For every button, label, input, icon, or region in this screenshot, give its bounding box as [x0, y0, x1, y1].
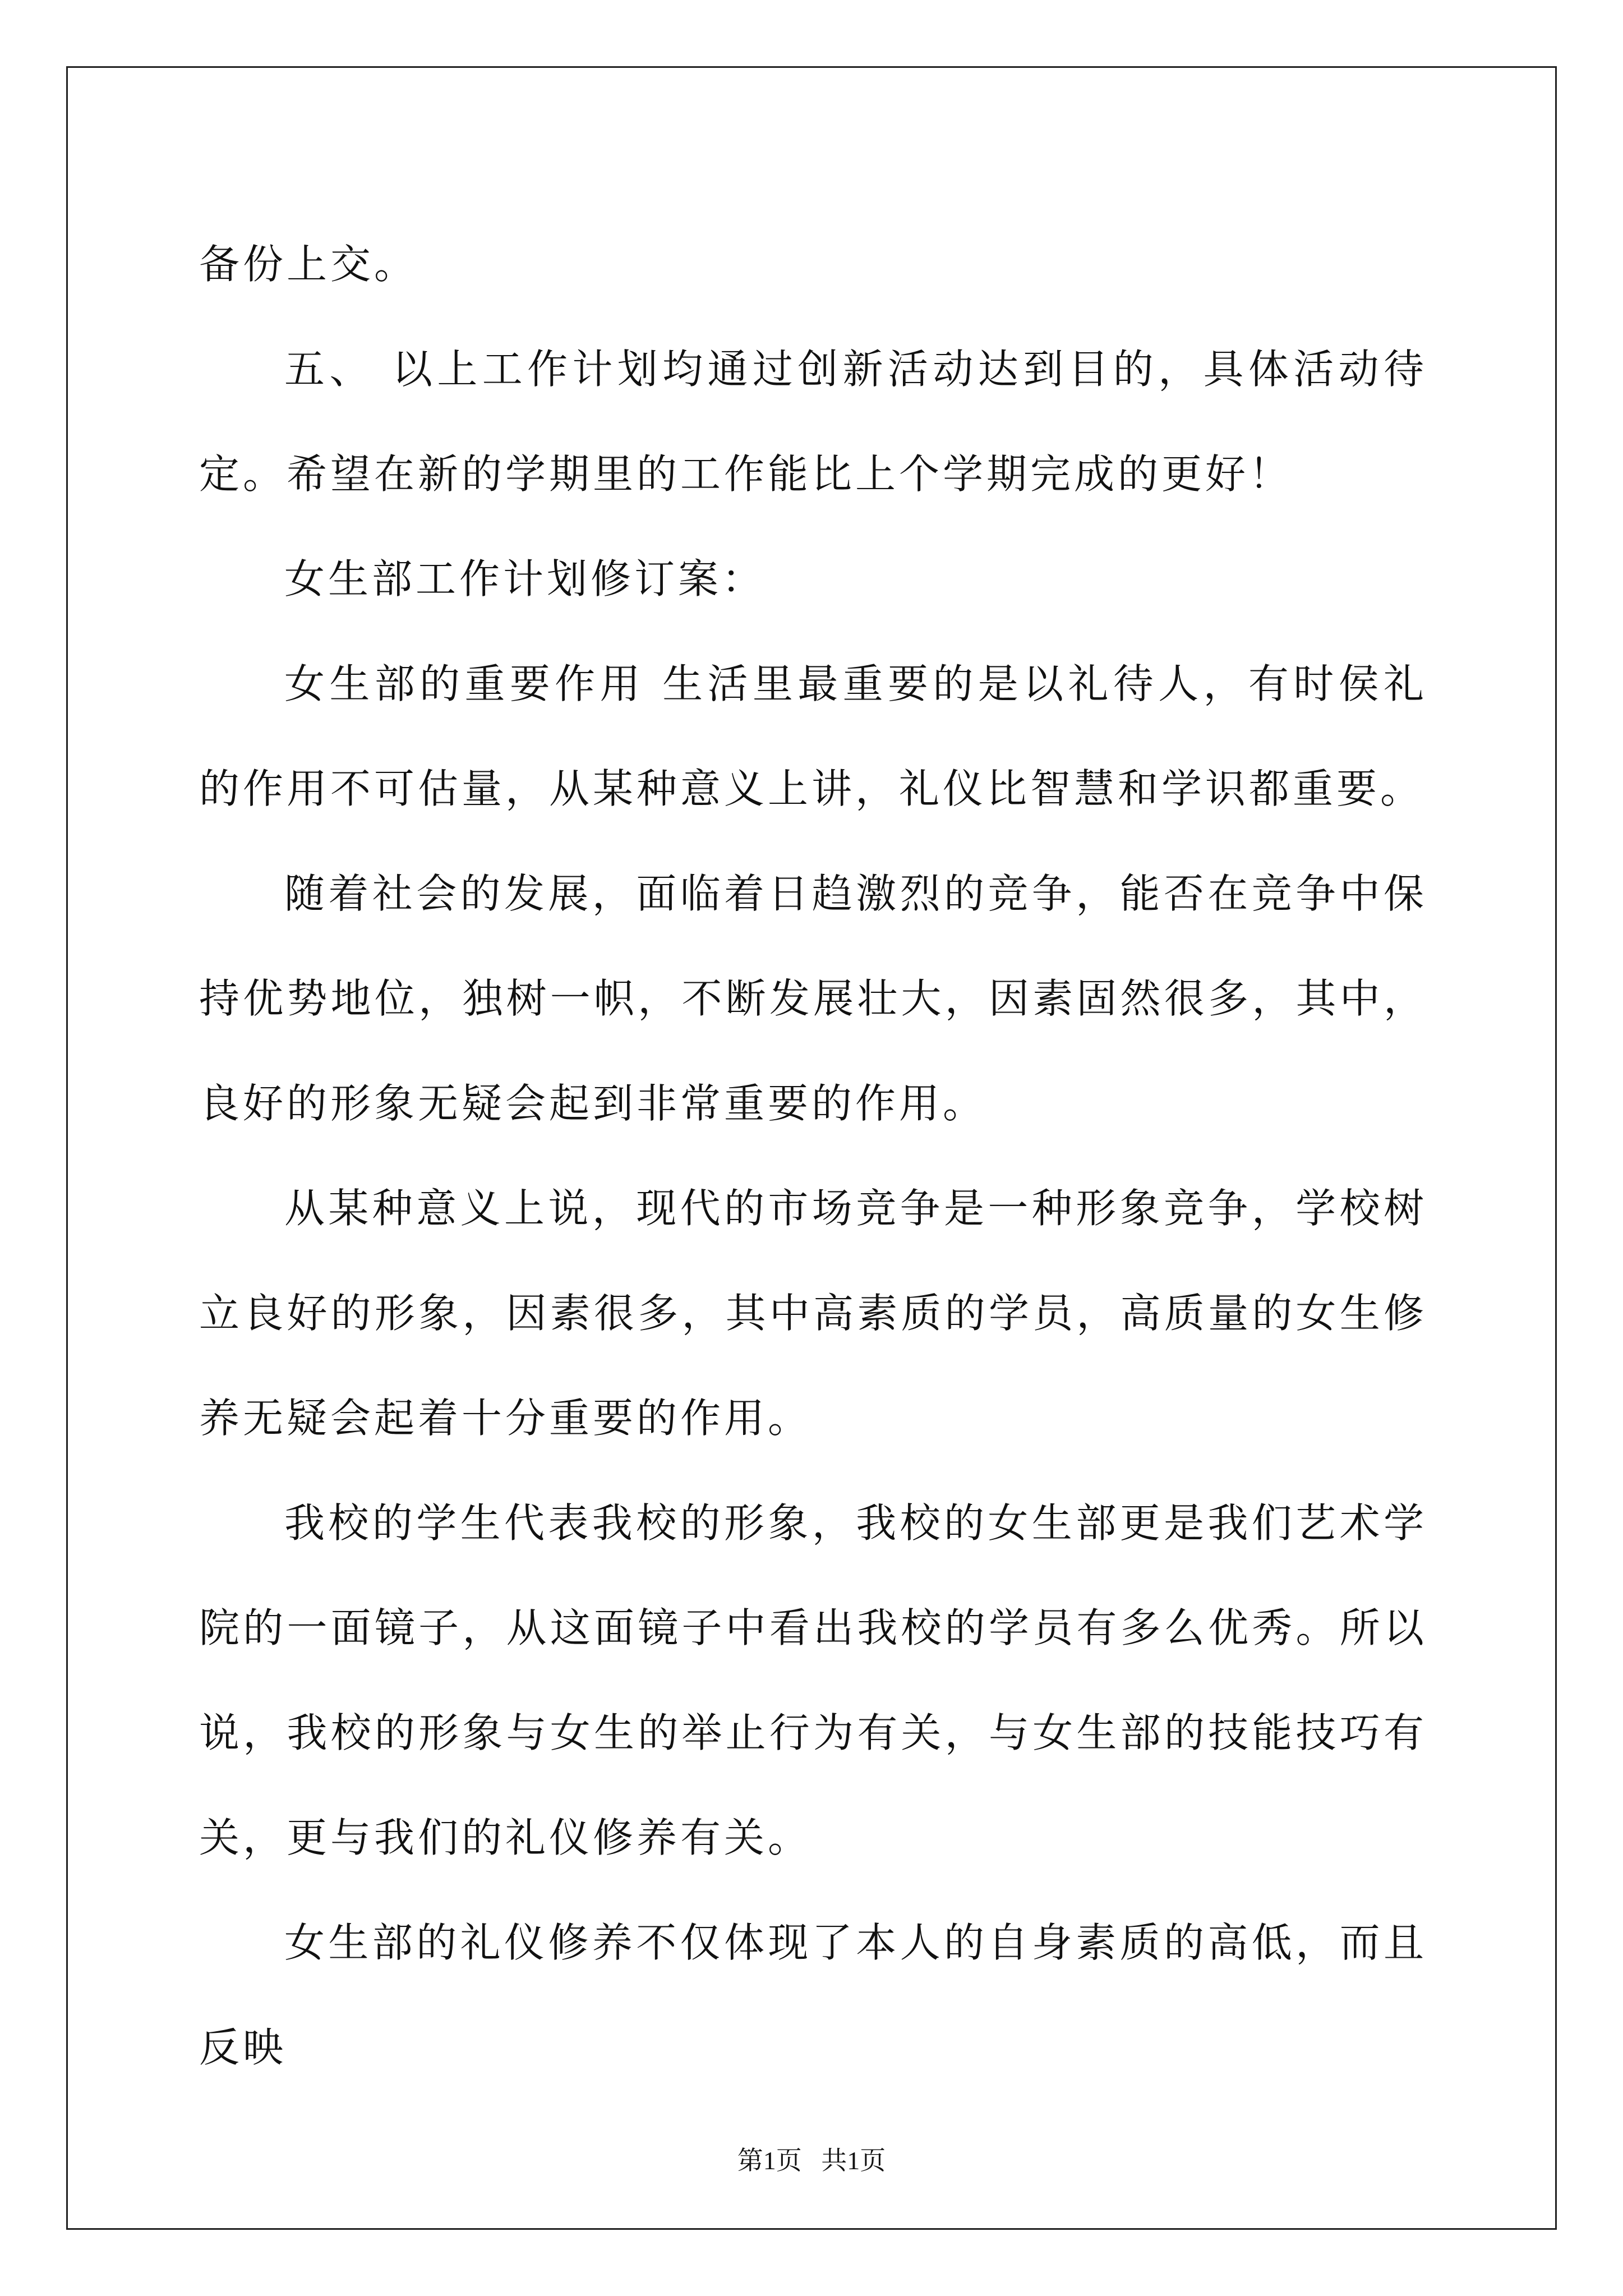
- paragraph: 我校的学生代表我校的形象，我校的女生部更是我们艺术学院的一面镜子，从这面镜子中看出我校的学员有多么优秀。所以说，我校的形象与女生的举止行为有关，与女生部的技能技巧有关，更与我们的礼仪修养有关。: [199, 1499, 1427, 1861]
- document-body: [199, 212, 1427, 2100]
- paragraph: 女生部的礼仪修养不仅体现了本人的自身素质的高低，而且反映: [199, 1919, 1427, 2071]
- paragraph: 从某种意义上说，现代的市场竞争是一种形象竞争，学校树立良好的形象，因素很多，其中高素质的学员，高质量的女生修养无疑会起着十分重要的作用。: [199, 1185, 1427, 1442]
- paragraph: 随着社会的发展，面临着日趋激烈的竞争，能否在竞争中保持优势地位，独树一帜，不断发展壮大，因素固然很多，其中，良好的形象无疑会起到非常重要的作用。: [199, 870, 1427, 1127]
- paragraph: 女生部工作计划修订案：: [284, 555, 766, 602]
- paragraph: 五、 以上工作计划均通过创新活动达到目的，具体活动待定。希望在新的学期里的工作能比上个学期完成的更好！: [199, 346, 1427, 498]
- paragraph: 备份上交。: [199, 241, 418, 288]
- page-footer: [0, 2144, 1623, 2178]
- page-total: 共1页: [821, 2146, 886, 2175]
- page-number: 第1页: [737, 2146, 802, 2175]
- paragraph: 女生部的重要作用 生活里最重要的是以礼待人，有时侯礼的作用不可估量，从某种意义上讲，礼仪比智慧和学识都重要。: [199, 660, 1427, 812]
